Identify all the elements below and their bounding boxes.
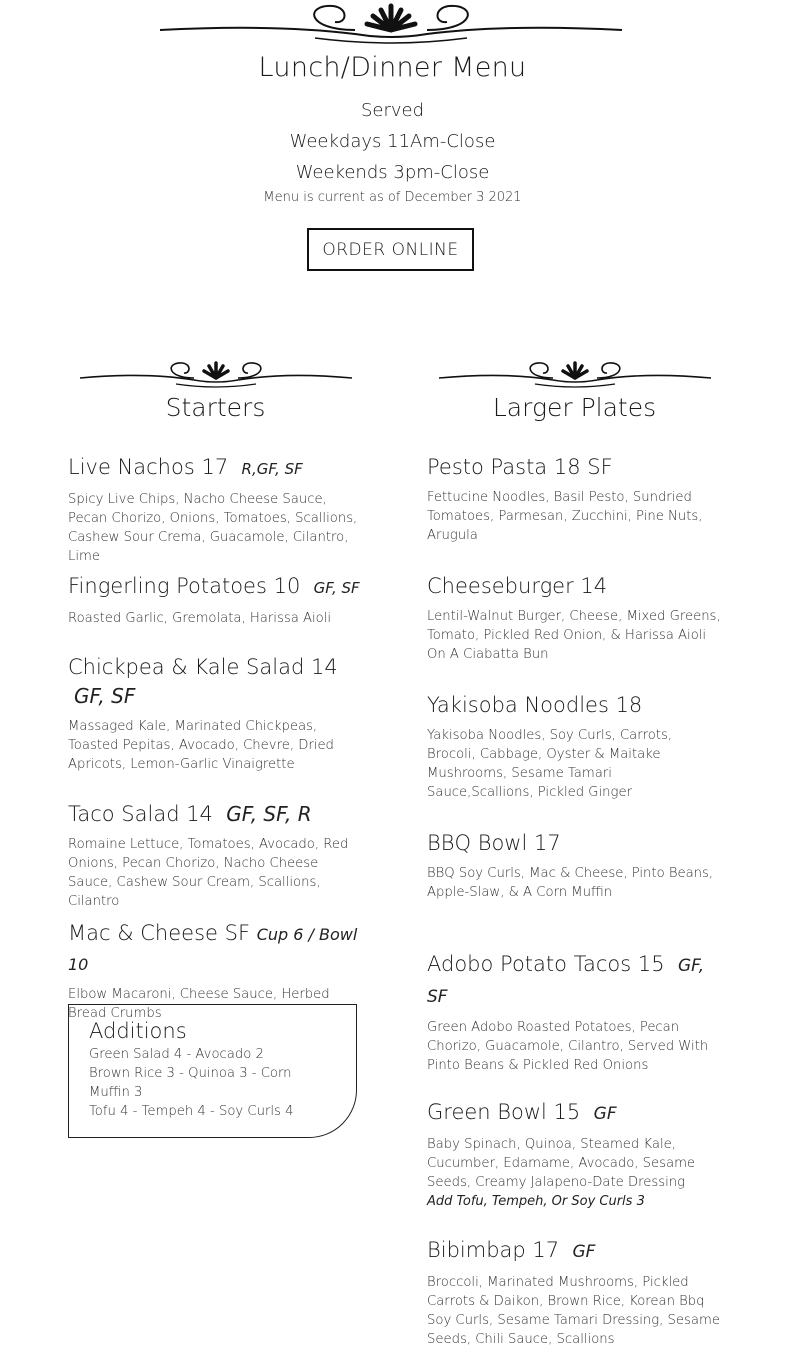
item-name: Mac & Cheese SF: [68, 921, 251, 945]
served-label: Served: [360, 100, 425, 121]
starters-heading: Starters: [165, 393, 266, 422]
additions-line: Brown Rice 3 - Quinoa 3 - Corn Muffin 3: [89, 1066, 292, 1100]
weekdays-hours: Weekdays 11Am-Close: [289, 131, 496, 152]
menu-item-chickpea-kale-salad: [68, 653, 363, 774]
menu-item-yakisoba-noodles: [427, 691, 722, 802]
menu-title: Lunch/Dinner Menu: [258, 52, 527, 83]
item-description: Lentil-Walnut Burger, Cheese, Mixed Greens, Tomato, Pickled Red Onion, & Harissa Aioli On A Ciabatta Bun: [427, 609, 721, 662]
item-name: Adobo Potato Tacos 15: [427, 952, 665, 976]
item-description: Fettucine Noodles, Basil Pesto, Sundried Tomatoes, Parmesan, Zucchini, Pine Nuts, Arugula: [427, 490, 703, 543]
item-description: Baby Spinach, Quinoa, Steamed Kale, Cucumber, Edamame, Avocado, Sesame Seeds, Creamy Jalapeno-Date Dressing: [427, 1137, 696, 1190]
menu-item-taco-salad: [68, 800, 363, 911]
item-tags: GF, SF: [427, 956, 705, 1007]
item-description: Massaged Kale, Marinated Chickpeas, Toasted Pepitas, Avocado, Chevre, Dried Apricots, Lemon-Garlic Vinaigrette: [68, 719, 334, 772]
item-description: Romaine Lettuce, Tomatoes, Avocado, Red Onions, Pecan Chorizo, Nacho Cheese Sauce, Cashew Sour Cream, Scallions, Cilantro: [68, 837, 349, 909]
item-tags: GF: [572, 1242, 596, 1262]
item-name: Live Nachos 17: [68, 455, 229, 479]
item-tags: GF, SF, R: [226, 802, 312, 826]
item-description: Green Adobo Roasted Potatoes, Pecan Chorizo, Guacamole, Cilantro, Served With Pinto Beans & Pickled Red Onions: [427, 1020, 709, 1073]
menu-current-date: Menu is current as of December 3 2021: [263, 190, 522, 205]
menu-item-bibimbap: [427, 1236, 722, 1349]
item-tags: GF: [593, 1104, 617, 1124]
item-name: Taco Salad 14: [68, 802, 213, 826]
item-description: Broccoli, Marinated Mushrooms, Pickled Carrots & Daikon, Brown Rice, Korean Bbq Soy Curls, Sesame Tamari Dressing, Sesame Seeds, Chili Sauce, Scallions: [427, 1275, 720, 1347]
item-tags: R,GF, SF: [241, 460, 303, 478]
item-addon-note: Add Tofu, Tempeh, Or Soy Curls 3: [427, 1194, 645, 1209]
item-tags: GF, SF: [313, 579, 360, 597]
item-description: Roasted Garlic, Gremolata, Harissa Aioli: [68, 611, 332, 626]
item-description: BBQ Soy Curls, Mac & Cheese, Pinto Beans, Apple-Slaw, & A Corn Muffin: [427, 866, 714, 900]
item-tags: GF, SF: [74, 684, 136, 708]
menu-item-fingerling-potatoes: [68, 572, 363, 628]
item-description: Yakisoba Noodles, Soy Curls, Carrots, Brocoli, Cabbage, Oyster & Maitake Mushrooms, Sesame Tamari Sauce,Scallions, Pickled Ginger: [427, 728, 673, 800]
menu-item-live-nachos: [68, 453, 363, 566]
order-online-button[interactable]: ORDER ONLINE: [307, 228, 474, 271]
item-name: Bibimbap 17: [427, 1238, 560, 1262]
weekends-hours: Weekends 3pm-Close: [295, 162, 490, 183]
menu-item-pesto-pasta: [427, 453, 722, 545]
larger-plates-flourish-ornament: [435, 358, 715, 390]
item-description: Spicy Live Chips, Nacho Cheese Sauce, Pecan Chorizo, Onions, Tomatoes, Scallions, Cashew Sour Crema, Guacamole, Cilantro, Lime: [68, 492, 358, 564]
larger-plates-heading: Larger Plates: [492, 393, 657, 422]
item-description: Elbow Macaroni, Cheese Sauce, Herbed Bread Crumbs: [68, 987, 330, 1021]
item-name: Cheeseburger 14: [427, 574, 608, 598]
item-name: BBQ Bowl 17: [427, 831, 561, 855]
additions-box: [68, 1004, 357, 1138]
item-name: Fingerling Potatoes 10: [68, 574, 301, 598]
starters-flourish-ornament: [76, 358, 356, 390]
menu-item-bbq-bowl: [427, 829, 722, 902]
menu-item-green-bowl: [427, 1098, 722, 1211]
item-name: Pesto Pasta 18 SF: [427, 455, 613, 479]
item-name: Yakisoba Noodles 18: [427, 693, 643, 717]
additions-line: Green Salad 4 - Avocado 2: [89, 1047, 264, 1062]
item-name: Green Bowl 15: [427, 1100, 581, 1124]
item-tags: Cup 6 / Bowl 10: [68, 925, 358, 974]
menu-item-adobo-potato-tacos: [427, 950, 722, 1075]
item-name: Chickpea & Kale Salad 14: [68, 655, 338, 679]
additions-heading: Additions: [89, 1019, 187, 1043]
menu-item-cheeseburger: [427, 572, 722, 664]
additions-line: Tofu 4 - Tempeh 4 - Soy Curls 4: [89, 1104, 294, 1119]
top-flourish-ornament: [155, 0, 627, 48]
